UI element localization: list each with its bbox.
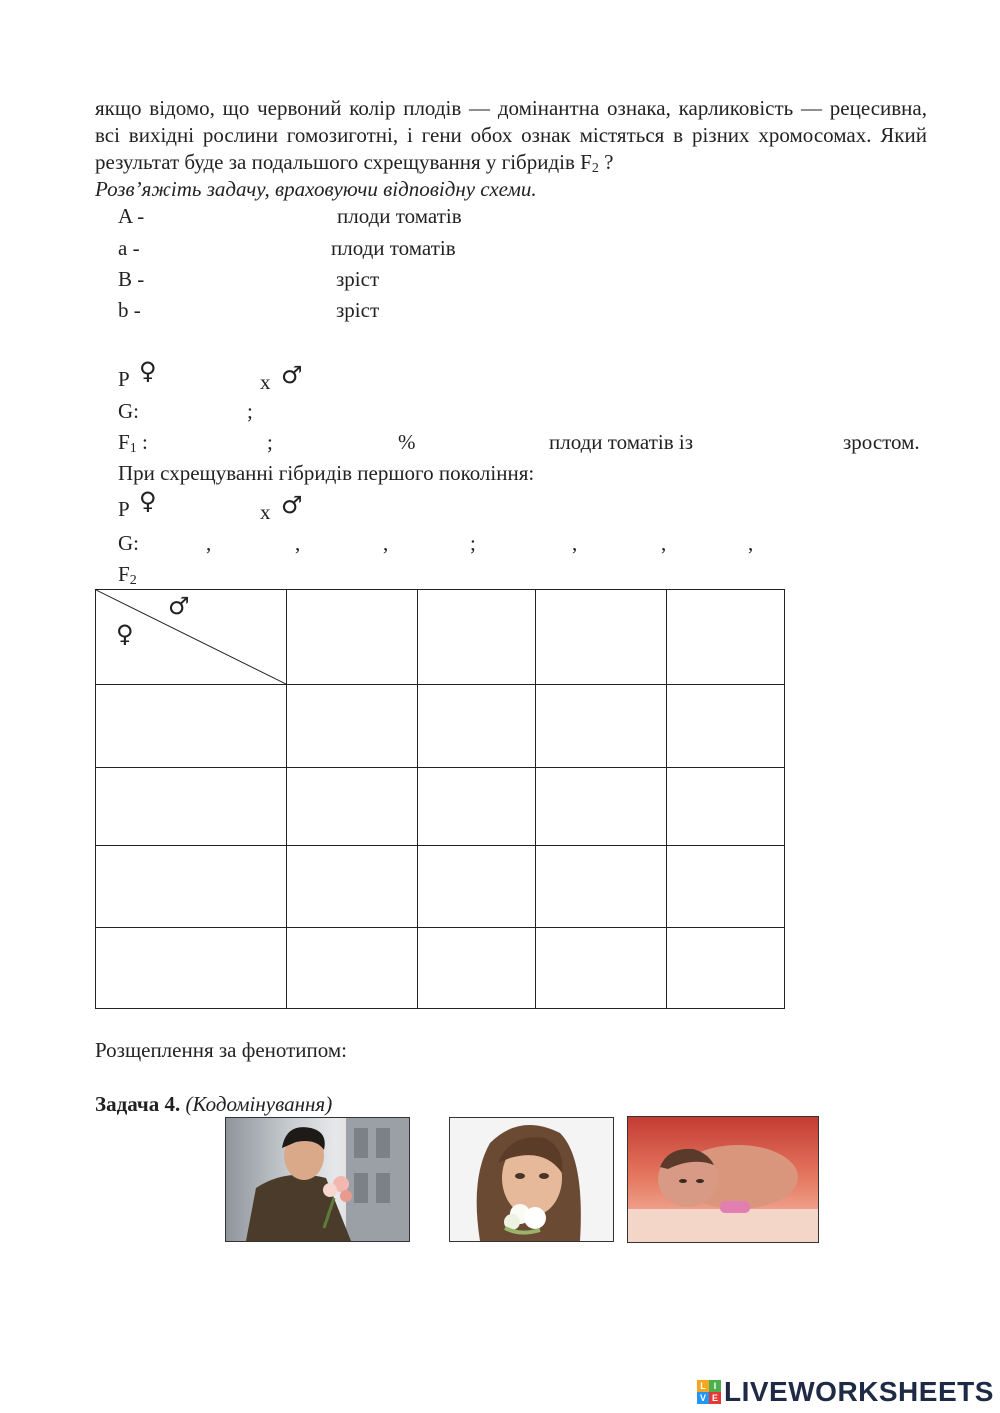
f1-height-text: зростом. — [843, 430, 920, 454]
punnett-header-cell[interactable] — [667, 590, 785, 685]
logo-mark-letter: V — [697, 1392, 709, 1404]
allele-letter-b: b - — [118, 298, 141, 322]
p1-label: P — [118, 367, 130, 391]
cross2-intro: При схрещуванні гібридів першого покоління: — [118, 461, 535, 485]
logo-text: LIVEWORKSHEETS — [724, 1376, 994, 1407]
punnett-row-header-cell[interactable] — [96, 928, 287, 1009]
g2-sep-4: ; — [470, 531, 476, 555]
punnett-header-cell[interactable] — [418, 590, 536, 685]
intro-paragraph — [95, 95, 927, 203]
punnett-cell[interactable] — [287, 685, 418, 768]
punnett-corner-cell — [96, 590, 287, 685]
f1-percent: % — [398, 430, 416, 454]
logo-mark-letter: L — [697, 1380, 709, 1392]
g2-label: G: — [118, 531, 139, 555]
allele-desc-a: плоди томатів — [331, 236, 456, 260]
punnett-cell[interactable] — [536, 928, 667, 1009]
task4-subtitle: (Кодомінування) — [185, 1092, 333, 1116]
cross1-x: x — [260, 370, 271, 394]
g2-sep-5: , — [572, 531, 578, 555]
logo-mark-letter: I — [709, 1380, 721, 1392]
male-symbol-icon: ♂ — [281, 491, 303, 519]
man-with-flowers-photo — [225, 1117, 410, 1242]
allele-desc-A: плоди томатів — [337, 204, 462, 228]
g2-sep-2: , — [295, 531, 301, 555]
punnett-cell[interactable] — [418, 846, 536, 928]
punnett-cell[interactable] — [536, 846, 667, 928]
punnett-cell[interactable] — [667, 768, 785, 846]
intro-text: якщо відомо, що червоний колір плодів — домінантна ознака, карликовість — рецесивна, всі вихідні рослини гомозиготні, і гени обох ознак містяться в різних хромосомах. Який результат буде за подальшого схрещування у гібридів F — [95, 96, 927, 174]
punnett-cell[interactable] — [287, 846, 418, 928]
punnett-cell[interactable] — [287, 768, 418, 846]
punnett-cell[interactable] — [667, 846, 785, 928]
punnett-row-header-cell[interactable] — [96, 685, 287, 768]
punnett-row-header-cell[interactable] — [96, 846, 287, 928]
intro-end: ? — [598, 150, 614, 174]
phenotype-line: Розщеплення за фенотипом: — [95, 1038, 347, 1062]
male-symbol-icon: ♂ — [168, 592, 190, 620]
g2-sep-3: , — [383, 531, 389, 555]
liveworksheets-logo-mark-icon — [697, 1380, 721, 1404]
male-symbol-icon: ♂ — [281, 361, 303, 389]
g2-sep-6: , — [661, 531, 667, 555]
logo-mark-letter: E — [709, 1392, 721, 1404]
punnett-row-header-cell[interactable] — [96, 768, 287, 846]
punnett-cell[interactable] — [418, 928, 536, 1009]
g1-separator: ; — [247, 399, 253, 423]
task4-heading — [95, 1092, 332, 1117]
p2-label: P — [118, 497, 130, 521]
punnett-cell[interactable] — [667, 928, 785, 1009]
newborn-baby-photo — [627, 1116, 819, 1243]
female-symbol-icon: ♀ — [139, 357, 157, 385]
liveworksheets-logo — [697, 1376, 994, 1408]
punnett-cell[interactable] — [536, 685, 667, 768]
punnett-header-cell[interactable] — [287, 590, 418, 685]
intro-sub: 2 — [591, 161, 599, 176]
f1-separator: ; — [267, 430, 273, 454]
task4-label: Задача 4. — [95, 1092, 181, 1116]
punnett-cell[interactable] — [418, 768, 536, 846]
punnett-cell[interactable] — [536, 768, 667, 846]
g2-sep-1: , — [206, 531, 212, 555]
female-symbol-icon: ♀ — [116, 620, 134, 648]
punnett-header-cell[interactable] — [536, 590, 667, 685]
punnett-cell[interactable] — [667, 685, 785, 768]
g2-sep-7: , — [748, 531, 754, 555]
allele-letter-B: B - — [118, 267, 145, 291]
allele-desc-b: зріст — [336, 298, 380, 322]
woman-with-flower-photo — [449, 1117, 614, 1242]
f2-label: $F_2$ — [118, 562, 137, 588]
allele-desc-B: зріст — [336, 267, 380, 291]
instruction-line: Розв’яжіть задачу, враховуючи відповідну схеми. — [95, 177, 537, 201]
allele-letter-a: a - — [118, 236, 140, 260]
punnett-square — [95, 589, 785, 1009]
cross2-x: x — [260, 500, 271, 524]
f1-label: $F_1$ : — [118, 430, 148, 456]
f1-fruits-text: плоди томатів із — [549, 430, 694, 454]
punnett-cell[interactable] — [418, 685, 536, 768]
female-symbol-icon: ♀ — [139, 487, 157, 515]
punnett-cell[interactable] — [287, 928, 418, 1009]
allele-letter-A: A - — [118, 204, 145, 228]
g1-label: G: — [118, 399, 139, 423]
